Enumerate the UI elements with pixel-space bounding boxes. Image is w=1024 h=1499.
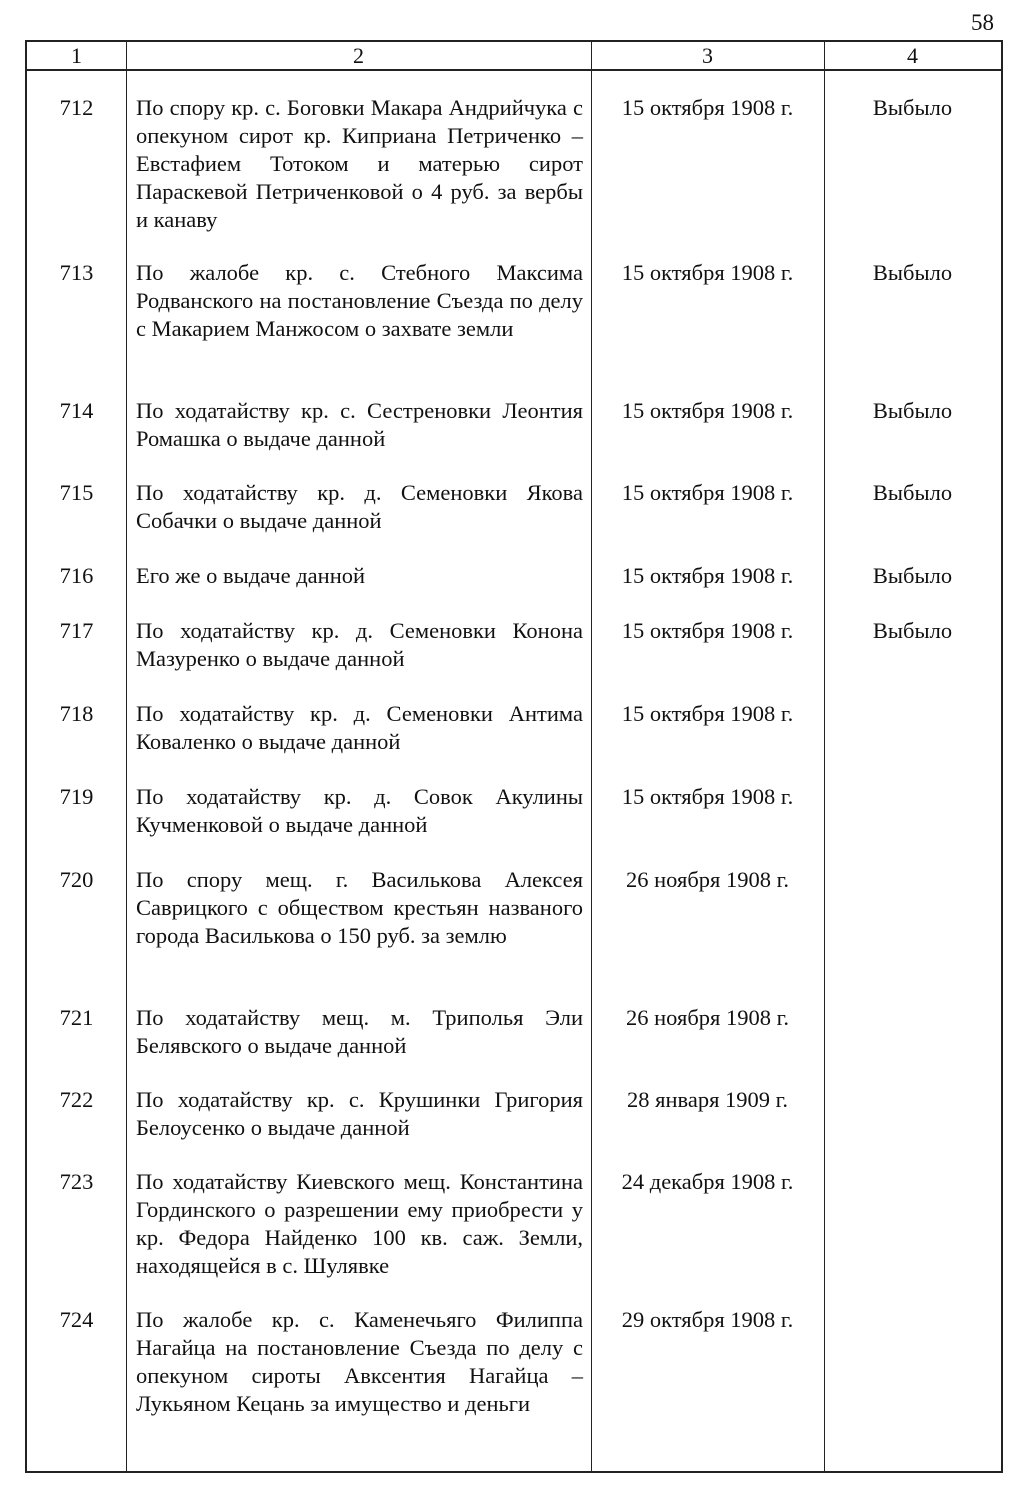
- case-description: По ходатайству мещ. м. Триполья Эли Белявского о выдаче данной: [136, 1005, 583, 1058]
- case-number: 724: [59, 1307, 94, 1332]
- case-number: 716: [59, 563, 94, 588]
- case-date: 15 октября 1908 г.: [621, 398, 794, 423]
- case-note: [824, 700, 1001, 783]
- register-table: [25, 40, 1003, 1473]
- table-row: [27, 259, 1001, 397]
- case-number: 713: [59, 260, 94, 285]
- header-divider: [27, 69, 1001, 71]
- case-note: Выбыло: [872, 95, 953, 120]
- table-row: [27, 1086, 1001, 1168]
- table-row: [27, 783, 1001, 866]
- case-description: По ходатайству кр. д. Семеновки Антима Коваленко о выдаче данной: [136, 701, 583, 754]
- case-note: [824, 1168, 1001, 1306]
- table-row: [27, 1004, 1001, 1086]
- case-description: По ходатайству кр. с. Крушинки Григория Белоусенко о выдаче данной: [136, 1087, 583, 1140]
- case-note: [824, 866, 1001, 1004]
- case-note: [824, 783, 1001, 866]
- case-description: По спору кр. с. Боговки Макара Андрийчука с опекуном сирот кр. Киприана Петриченко – Евстафием Тотоком и матерью сирот Параскевой Петриченковой о 4 руб. за вербы и канаву: [136, 95, 583, 232]
- case-date: 26 ноября 1908 г.: [626, 867, 789, 892]
- case-note: Выбыло: [872, 260, 953, 285]
- case-note: [824, 1004, 1001, 1086]
- case-date: 15 октября 1908 г.: [621, 260, 794, 285]
- case-date: 28 января 1909 г.: [627, 1087, 788, 1112]
- table-row: [27, 617, 1001, 700]
- case-note: Выбыло: [872, 480, 953, 505]
- case-number: 719: [59, 784, 94, 809]
- case-date: 15 октября 1908 г.: [621, 618, 794, 643]
- header-col-4: 4: [907, 43, 918, 68]
- case-note: [824, 1306, 1001, 1426]
- case-description: По ходатайству кр. д. Семеновки Конона Мазуренко о выдаче данной: [136, 618, 583, 671]
- case-number: 721: [59, 1005, 94, 1030]
- case-number: 715: [59, 480, 94, 505]
- table-row: [27, 562, 1001, 617]
- case-date: 15 октября 1908 г.: [621, 480, 794, 505]
- table-row: [27, 866, 1001, 1004]
- page-number: 58: [971, 10, 994, 35]
- table-row: [27, 700, 1001, 783]
- case-date: 15 октября 1908 г.: [621, 563, 794, 588]
- case-number: 722: [59, 1087, 94, 1112]
- table-row: [27, 1306, 1001, 1426]
- case-number: 718: [59, 701, 94, 726]
- case-description: По спору мещ. г. Василькова Алексея Саврицкого с обществом крестьян названого города Василькова о 150 руб. за землю: [136, 867, 583, 948]
- case-number: 712: [59, 95, 94, 120]
- case-note: Выбыло: [872, 398, 953, 423]
- case-description: По жалобе кр. с. Каменечьяго Филиппа Нагайца на постановление Съезда по делу с опекуном сироты Авксентия Нагайца – Лукьяном Кецань за имущество и деньги: [136, 1307, 583, 1416]
- case-description: По ходатайству кр. д. Семеновки Якова Собачки о выдаче данной: [136, 480, 583, 533]
- header-col-3: 3: [702, 43, 713, 68]
- case-date: 29 октября 1908 г.: [621, 1307, 794, 1332]
- case-description: Его же о выдаче данной: [136, 563, 366, 588]
- case-description: По ходатайству кр. д. Совок Акулины Кучменковой о выдаче данной: [136, 784, 583, 837]
- header-col-2: 2: [353, 43, 364, 68]
- case-description: По ходатайству кр. с. Сестреновки Леонтия Ромашка о выдаче данной: [136, 398, 583, 451]
- case-date: 15 октября 1908 г.: [621, 701, 794, 726]
- case-number: 720: [59, 867, 94, 892]
- case-note: [824, 1086, 1001, 1168]
- case-number: 714: [59, 398, 94, 423]
- case-note: Выбыло: [872, 563, 953, 588]
- case-note: Выбыло: [872, 618, 953, 643]
- table-body: [27, 94, 1001, 1426]
- case-date: 15 октября 1908 г.: [621, 95, 794, 120]
- case-date: 24 декабря 1908 г.: [621, 1169, 794, 1194]
- case-number: 717: [59, 618, 94, 643]
- case-date: 26 ноября 1908 г.: [626, 1005, 789, 1030]
- table-row: [27, 479, 1001, 562]
- case-description: По жалобе кр. с. Стебного Максима Родванского на постановление Съезда по делу с Макарием Манжосом о захвате земли: [136, 260, 583, 341]
- case-date: 15 октября 1908 г.: [621, 784, 794, 809]
- table-row: [27, 1168, 1001, 1306]
- table-row: [27, 397, 1001, 479]
- case-number: 723: [59, 1169, 94, 1194]
- case-description: По ходатайству Киевского мещ. Константина Гординского о разрешении ему приобрести у кр. Федора Найденко 100 кв. саж. Земли, находящейся в с. Шулявке: [136, 1169, 583, 1278]
- table-row: [27, 94, 1001, 259]
- header-col-1: 1: [71, 43, 82, 68]
